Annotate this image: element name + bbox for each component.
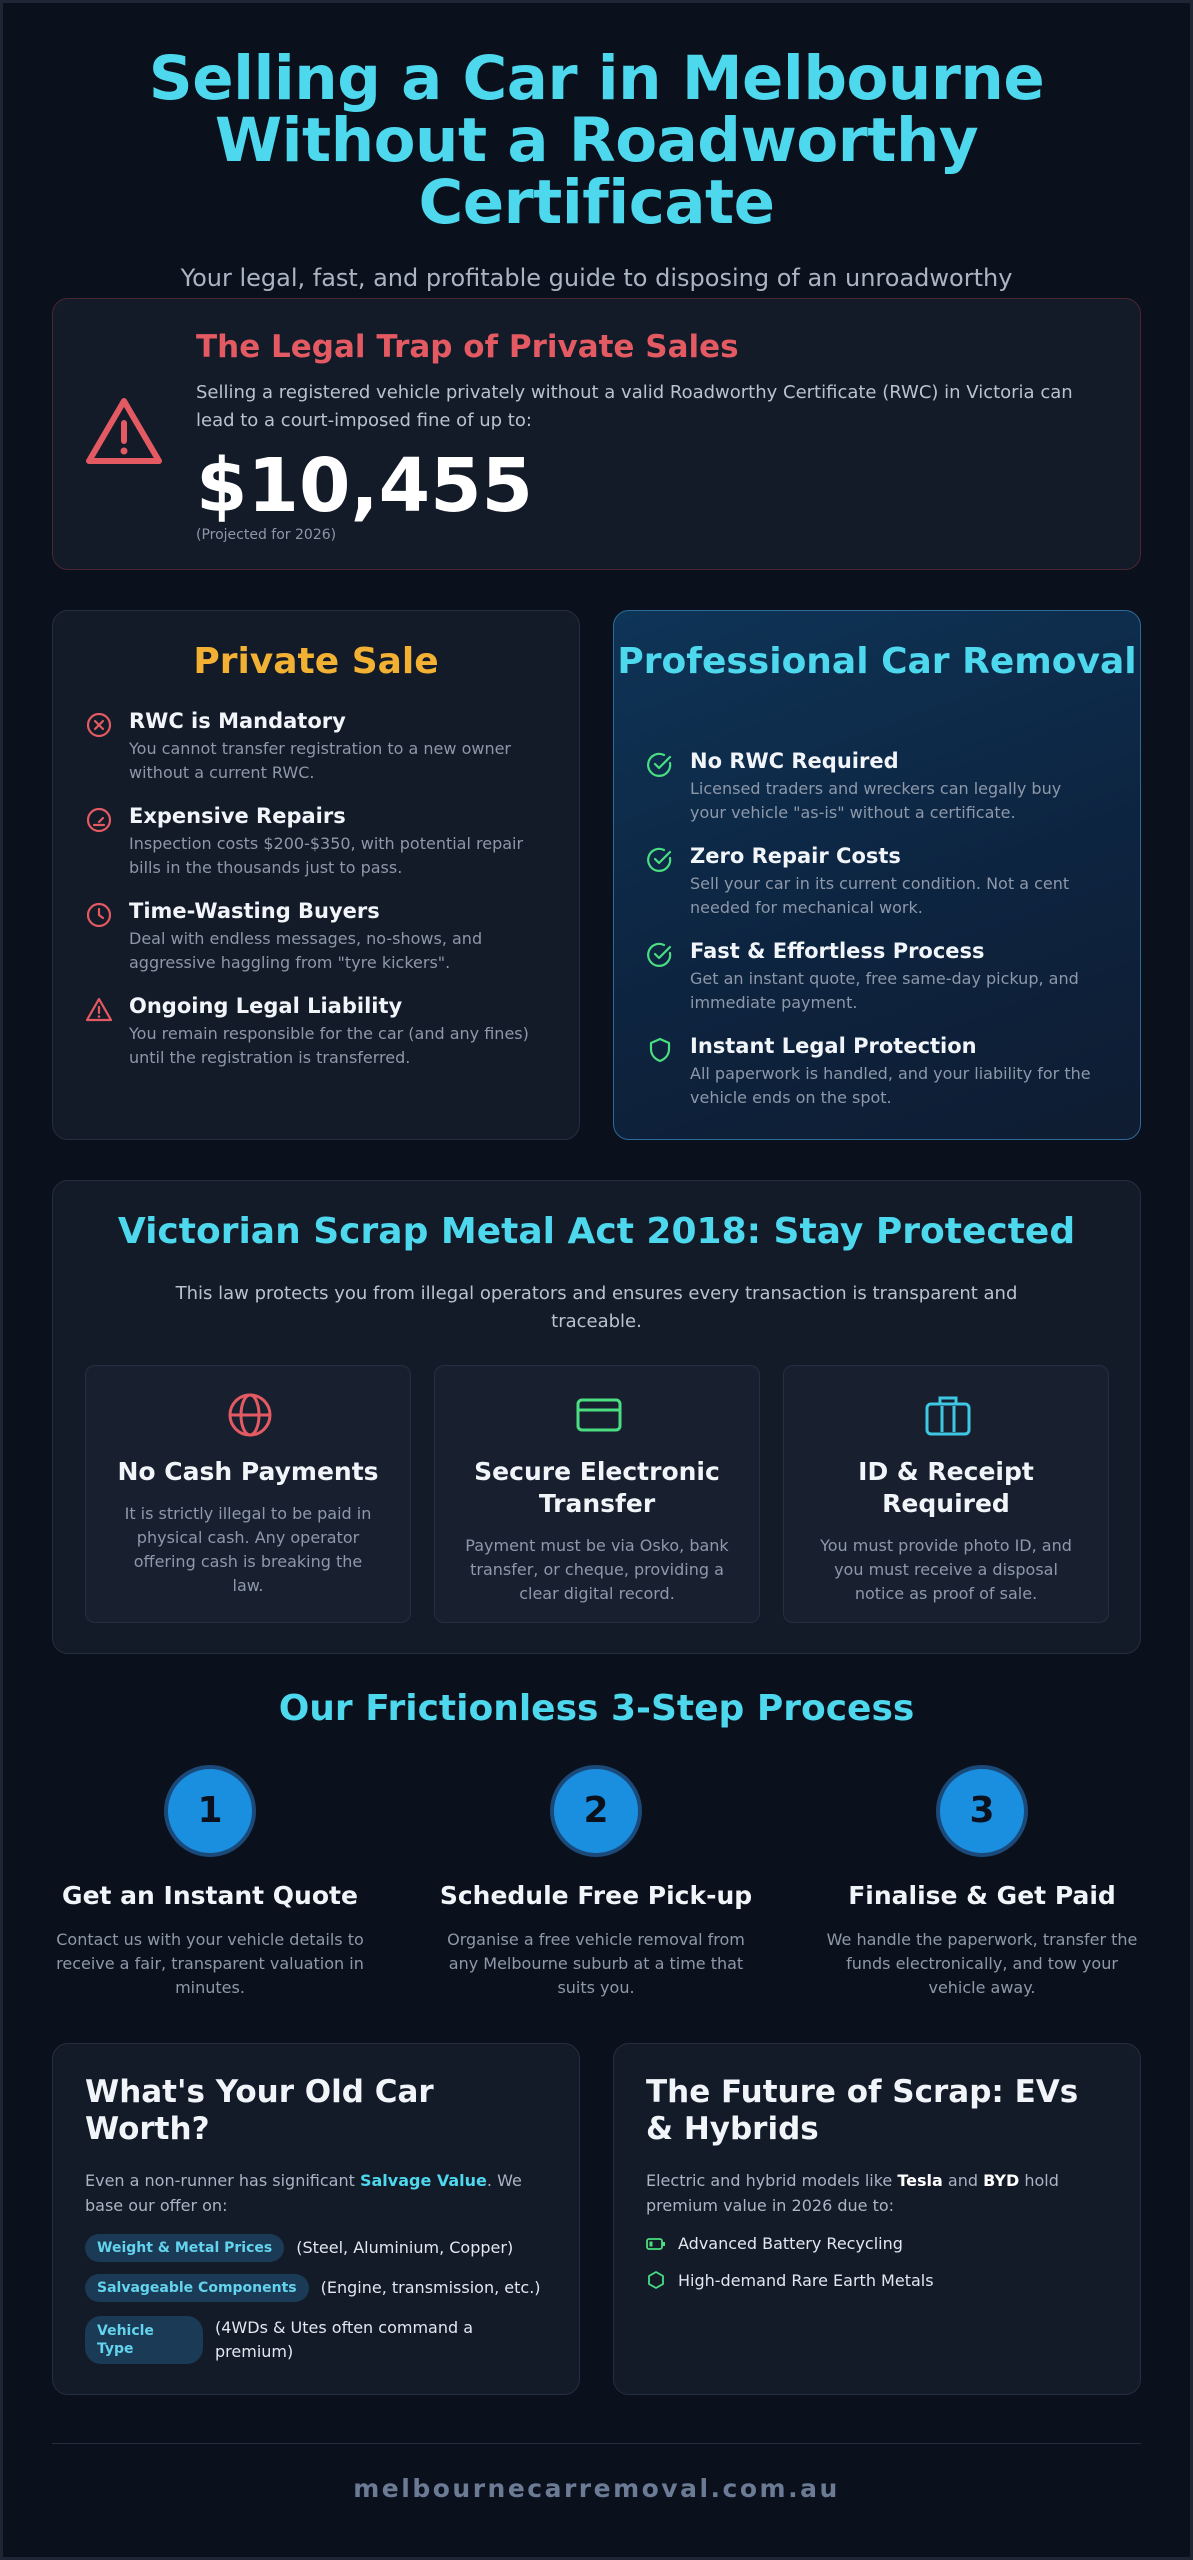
ev-value-text: High-demand Rare Earth Metals — [678, 2270, 934, 2290]
item-desc: Sell your car in its current condition. Not a cent needed for mechanical work. — [690, 874, 1070, 917]
step-desc: We handle the paperwork, transfer the funds electronically, and tow your vehicle away. — [826, 1930, 1138, 1997]
item-title: Expensive Repairs — [129, 804, 346, 828]
professional-removal-item — [646, 844, 1100, 920]
step-title: Finalise & Get Paid — [848, 1881, 1116, 1910]
private-sale-item — [85, 804, 539, 880]
legal-trap-title: The Legal Trap of Private Sales — [196, 329, 739, 365]
hero — [52, 43, 1141, 326]
warning-triangle-icon — [85, 996, 113, 1024]
professional-removal-item — [646, 749, 1100, 825]
text-part: . We base our offer on: — [85, 2171, 522, 2215]
step-number: 3 — [936, 1765, 1028, 1857]
item-title: Fast & Effortless Process — [690, 939, 985, 963]
scrap-metal-act-title: Victorian Scrap Metal Act 2018: Stay Protected — [117, 1211, 1076, 1252]
value-factor-tag: Salvageable Components — [85, 2274, 309, 2302]
item-title: Ongoing Legal Liability — [129, 994, 403, 1018]
step-desc: Contact us with your vehicle details to receive a fair, transparent valuation in minutes. — [56, 1930, 364, 1997]
item-desc: You cannot transfer registration to a new owner without a current RWC. — [129, 739, 511, 782]
globe-icon — [227, 1392, 273, 1438]
item-title: RWC is Mandatory — [129, 709, 346, 733]
value-factor-text: (Engine, transmission, etc.) — [320, 2278, 541, 2297]
car-worth-title: What's Your Old Car Worth? — [85, 2074, 434, 2147]
scrap-metal-act-intro: This law protects you from illegal operators and ensures every transaction is transparent and traceable. — [175, 1283, 1018, 1332]
value-factor — [85, 2234, 559, 2262]
act-rule-title: Secure Electronic Transfer — [474, 1457, 720, 1518]
item-title: Time-Wasting Buyers — [129, 899, 380, 923]
x-circle-icon — [85, 711, 113, 739]
item-desc: All paperwork is handled, and your liability for the vehicle ends on the spot. — [690, 1064, 1091, 1107]
footer-website[interactable]: melbournecarremoval.com.au — [353, 2474, 840, 2503]
shield-icon — [646, 1036, 674, 1064]
warning-triangle-icon — [85, 395, 163, 467]
private-sale-item — [85, 994, 539, 1070]
item-desc: Deal with endless messages, no-shows, and aggressive haggling from "tyre kickers". — [129, 929, 483, 972]
act-rule-card — [783, 1365, 1109, 1623]
brand-tesla: Tesla — [897, 2171, 943, 2190]
check-circle-icon — [646, 941, 674, 969]
footer-divider — [52, 2443, 1141, 2444]
ev-value-item — [646, 2234, 903, 2253]
process-step — [45, 1765, 375, 2000]
step-number: 2 — [550, 1765, 642, 1857]
clock-icon — [85, 901, 113, 929]
ev-future-text — [646, 2168, 1108, 2218]
step-number: 1 — [164, 1765, 256, 1857]
process-step — [431, 1765, 761, 2000]
act-rule-title: ID & Receipt Required — [858, 1457, 1034, 1518]
title-line-2: Without a Roadworthy Certificate — [214, 105, 979, 238]
legal-trap-card — [52, 298, 1141, 570]
value-factor — [85, 2274, 559, 2302]
text-part: Electric and hybrid models like — [646, 2171, 898, 2190]
item-title: Zero Repair Costs — [690, 844, 901, 868]
item-title: Instant Legal Protection — [690, 1034, 977, 1058]
value-factor — [85, 2316, 559, 2364]
legal-trap-text: Selling a registered vehicle privately without a valid Roadworthy Certificate (RWC) in Victoria can lead to a court-imposed fine of up to: — [196, 382, 1073, 431]
private-sale-card — [52, 610, 580, 1140]
battery-icon — [646, 2237, 666, 2251]
item-title: No RWC Required — [690, 749, 899, 773]
professional-removal-title: Professional Car Removal — [617, 641, 1137, 682]
scrap-metal-act-card — [52, 1180, 1141, 1654]
value-factor-tag: Vehicle Type — [85, 2316, 203, 2364]
private-sale-item — [85, 899, 539, 975]
text-part: Even a non-runner has significant — [85, 2171, 360, 2190]
hexagon-icon — [646, 2270, 666, 2290]
gauge-icon — [85, 806, 113, 834]
act-rule-desc: You must provide photo ID, and you must receive a disposal notice as proof of sale. — [820, 1536, 1072, 1603]
text-part: hold premium value in 2026 due to: — [646, 2171, 1059, 2215]
ev-value-text: Advanced Battery Recycling — [678, 2234, 903, 2253]
item-desc: You remain responsible for the car (and any fines) until the registration is transferred. — [129, 1024, 529, 1067]
fine-note: (Projected for 2026) — [196, 527, 337, 543]
check-circle-icon — [646, 846, 674, 874]
step-title: Get an Instant Quote — [62, 1881, 358, 1910]
car-worth-card — [52, 2043, 580, 2395]
steps-title: Our Frictionless 3-Step Process — [278, 1688, 915, 1729]
value-factor-text: (4WDs & Utes often command a premium) — [215, 2318, 474, 2361]
fine-amount: $10,455 — [196, 443, 534, 529]
car-worth-text — [85, 2168, 547, 2218]
act-rule-title: No Cash Payments — [117, 1457, 379, 1486]
professional-removal-item — [646, 939, 1100, 1015]
act-rule-desc: Payment must be via Osko, bank transfer, or cheque, providing a clear digital record. — [465, 1536, 729, 1603]
item-desc: Inspection costs $200-$350, with potential repair bills in the thousands just to pass. — [129, 834, 524, 877]
title-line-1: Selling a Car in Melbourne — [148, 43, 1045, 114]
professional-removal-card — [613, 610, 1141, 1140]
ev-value-item — [646, 2270, 934, 2290]
value-factor-tag: Weight & Metal Prices — [85, 2234, 284, 2262]
salvage-value-highlight: Salvage Value — [359, 2171, 487, 2190]
briefcase-icon — [925, 1392, 971, 1438]
professional-removal-item — [646, 1034, 1100, 1110]
item-desc: Licensed traders and wreckers can legally buy your vehicle "as-is" without a certificate. — [690, 779, 1062, 822]
page-title — [52, 43, 1141, 238]
value-factor-text: (Steel, Aluminium, Copper) — [296, 2238, 514, 2257]
act-rule-desc: It is strictly illegal to be paid in physical cash. Any operator offering cash is breaking the law. — [124, 1504, 372, 1595]
ev-future-card — [613, 2043, 1141, 2395]
page-subtitle: Your legal, fast, and profitable guide to disposing of an unroadworthy — [180, 264, 1013, 292]
step-title: Schedule Free Pick-up — [439, 1881, 753, 1910]
text-part: and — [942, 2171, 984, 2190]
step-desc: Organise a free vehicle removal from any Melbourne suburb at a time that suits you. — [447, 1930, 745, 1997]
ev-future-title: The Future of Scrap: EVs & Hybrids — [646, 2074, 1079, 2147]
act-rule-card — [434, 1365, 760, 1623]
act-rule-card — [85, 1365, 411, 1623]
item-desc: Get an instant quote, free same-day pickup, and immediate payment. — [690, 969, 1079, 1012]
process-step — [817, 1765, 1147, 2000]
check-circle-icon — [646, 751, 674, 779]
credit-card-icon — [576, 1392, 622, 1438]
brand-byd: BYD — [983, 2171, 1020, 2190]
private-sale-item — [85, 709, 539, 785]
private-sale-title: Private Sale — [193, 641, 439, 682]
